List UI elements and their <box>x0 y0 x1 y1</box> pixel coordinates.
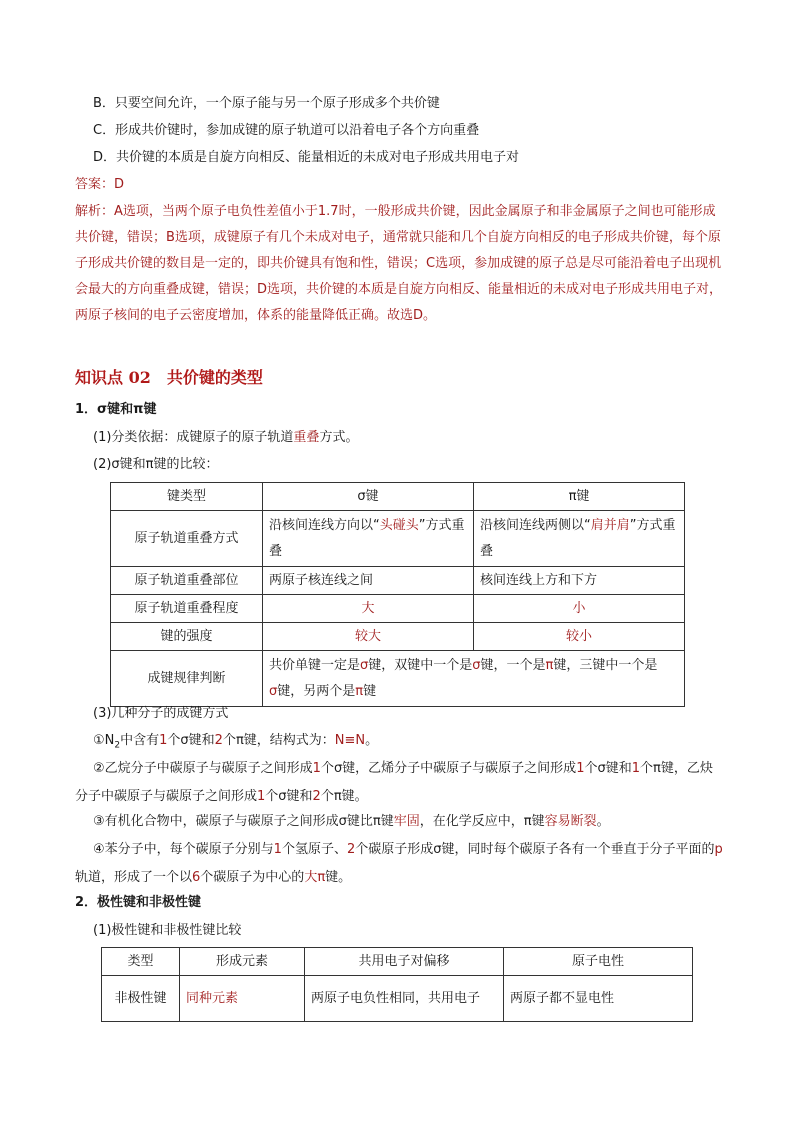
text: 个氢原子、 <box>281 842 347 857</box>
text: 个π键，结构式为： <box>222 733 335 748</box>
subsection-sigma-pi: 1．σ键和π键 <box>75 402 157 417</box>
cell-red: 肩并肩 <box>590 517 630 533</box>
red-text: p <box>714 842 723 857</box>
red-text: 大π <box>304 870 326 885</box>
red-text: 2 <box>346 842 356 857</box>
table-cell: 小 <box>474 595 685 623</box>
cell-red: 头碰头 <box>379 517 419 533</box>
table-cell: 成键规律判断 <box>111 651 263 707</box>
cell-text: 键 <box>363 683 377 699</box>
cell-text: 沿核间连线方向以“ <box>269 517 380 533</box>
table-header-row <box>111 483 685 511</box>
text: 个σ键和 <box>265 789 313 804</box>
table-cell: 非极性键 <box>102 976 180 1022</box>
red-text: 1 <box>631 761 640 776</box>
text: 个σ键，乙烯分子中碳原子与碳原子之间形成 <box>320 761 577 776</box>
cell-text: ”方式重叠 <box>269 517 465 559</box>
table-header: 原子电性 <box>504 948 693 976</box>
polar-table <box>101 947 693 1022</box>
table-header: 类型 <box>102 948 180 976</box>
benzene-bonding <box>75 836 725 892</box>
n2-bonding <box>93 732 378 750</box>
table-cell: 原子轨道重叠方式 <box>111 511 263 567</box>
table-row <box>102 976 693 1022</box>
text: ①N <box>93 733 115 748</box>
compare-title: (2)σ键和π键的比较： <box>93 457 219 472</box>
organic-bonding <box>93 813 610 831</box>
text: 个π键。 <box>320 789 368 804</box>
table-row <box>111 595 685 623</box>
hydrocarbon-bonding <box>75 755 725 811</box>
cell-text: 键，双键中一个是 <box>368 657 473 673</box>
text: 。 <box>596 814 610 829</box>
option-b: B．只要空间允许，一个原子能与另一个原子形成多个共价键 <box>93 96 440 111</box>
table-cell: 原子轨道重叠部位 <box>111 567 263 595</box>
table-cell <box>263 651 685 707</box>
option-d: D．共价键的本质是自旋方向相反、能量相近的未成对电子形成共用电子对 <box>93 150 520 165</box>
table-cell: 核间连线上方和下方 <box>474 567 685 595</box>
cell-red: σ <box>269 683 278 699</box>
cell-red: σ <box>472 657 481 673</box>
cell-text: ”方式重叠 <box>480 517 676 559</box>
table-cell: 同种元素 <box>180 976 305 1022</box>
table-cell: 键的强度 <box>111 623 263 651</box>
text: 轨道，形成了一个以 <box>75 870 193 885</box>
section-title: 知识点 02 共价键的类型 <box>75 368 263 387</box>
red-text: 容易断裂 <box>544 814 597 829</box>
table-cell: 原子轨道重叠程度 <box>111 595 263 623</box>
answer: 答案：D <box>75 177 125 192</box>
text: 键。 <box>325 870 352 885</box>
text: ，在化学反应中，π键 <box>419 814 545 829</box>
table-header: σ键 <box>263 483 474 511</box>
red-text: 1 <box>273 842 282 857</box>
table-row <box>111 651 685 707</box>
table-header-row <box>102 948 693 976</box>
red-text: 6 <box>192 870 201 885</box>
table-cell: 大 <box>263 595 474 623</box>
sigma-pi-table <box>110 482 685 707</box>
classification-basis <box>93 429 358 447</box>
cell-red: σ <box>360 657 369 673</box>
basis-red: 重叠 <box>293 430 320 445</box>
text: 个碳原子为中心的 <box>200 870 305 885</box>
table-header: 键类型 <box>111 483 263 511</box>
table-row <box>111 623 685 651</box>
subsection-polar: 2．极性键和非极性键 <box>75 895 202 910</box>
polar-compare-title: (1)极性键和非极性键比较 <box>93 923 242 938</box>
red-text: 1 <box>312 761 321 776</box>
text: 个σ键和 <box>584 761 632 776</box>
red-text: 牢固 <box>393 814 420 829</box>
text: 个π键，乙炔分子中碳原子与碳原子之间形成 <box>75 761 713 804</box>
text: 中含有 <box>120 733 160 748</box>
red-text: 1 <box>576 761 585 776</box>
red-text: 2 <box>312 789 321 804</box>
option-c: C．形成共价键时，参加成键的原子轨道可以沿着电子各个方向重叠 <box>93 123 480 138</box>
table-cell: 较小 <box>474 623 685 651</box>
table-header: π键 <box>474 483 685 511</box>
table-row <box>111 511 685 567</box>
table-row <box>111 567 685 595</box>
table-cell: 两原子都不显电性 <box>504 976 693 1022</box>
red-text: 2 <box>214 733 223 748</box>
basis-suffix: 方式。 <box>319 430 359 445</box>
table-cell <box>263 511 474 567</box>
text: ②乙烷分子中碳原子与碳原子之间形成 <box>93 761 313 776</box>
molecule-title: (3)几种分子的成键方式 <box>93 706 229 721</box>
subscript: 2 <box>114 740 121 751</box>
red-text: 1 <box>159 733 168 748</box>
cell-red: π <box>355 683 364 699</box>
analysis: 解析：A选项，当两个原子电负性差值小于1.7时，一般形成共价键，因此金属原子和非金属原子之间也可能形成共价键，错误；B选项，成键原子有几个未成对电子，通常就只能和几个自旋方向相反的电子形成共价键，每个原子形成共价键的数目是一定的，即共价键具有饱和性，错误；C选项，参加成键的原子总是尽可能沿着电子出现机会最大的方向重叠成键，错误；D选项，共价键的本质是自旋方向相反、能量相近的未成对电子形成共用电子对，两原子核间的电子云密度增加，体系的能量降低正确。故选D。 <box>75 204 723 323</box>
cell-text: 共价单键一定是 <box>269 657 361 673</box>
text: 个碳原子形成σ键，同时每个碳原子各有一个垂直于分子平面的 <box>355 842 715 857</box>
cell-text: 沿核间连线两侧以“ <box>480 517 591 533</box>
text: 个σ键和 <box>167 733 215 748</box>
cell-text: 键，另两个是 <box>277 683 356 699</box>
table-cell: 两原子核连线之间 <box>263 567 474 595</box>
text: 。 <box>365 733 379 748</box>
red-text: N≡N <box>334 733 366 748</box>
table-cell <box>474 511 685 567</box>
text: ③有机化合物中，碳原子与碳原子之间形成σ键比π键 <box>93 814 394 829</box>
cell-text: 键，一个是 <box>480 657 546 673</box>
red-text: 1 <box>257 789 266 804</box>
text: ④苯分子中，每个碳原子分别与 <box>93 842 274 857</box>
table-cell: 较大 <box>263 623 474 651</box>
cell-red: π <box>545 657 554 673</box>
table-cell: 两原子电负性相同，共用电子 <box>305 976 504 1022</box>
cell-text: 键，三键中一个是 <box>553 657 658 673</box>
table-header: 形成元素 <box>180 948 305 976</box>
table-header: 共用电子对偏移 <box>305 948 504 976</box>
basis-prefix: (1)分类依据：成键原子的原子轨道 <box>93 430 294 445</box>
